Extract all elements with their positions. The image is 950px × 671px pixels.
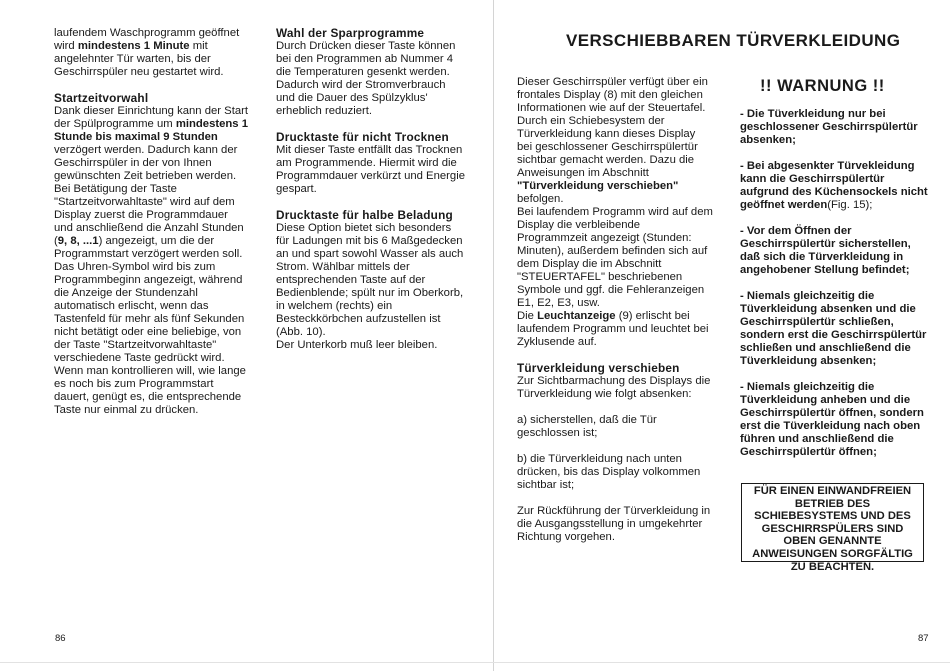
leucht-emphasis: Leuchtanzeige <box>537 310 616 322</box>
startzeit-text: Dank dieser Einrichtung kann der Start der Spülprogramme um <box>54 105 249 130</box>
leucht-text: Die <box>517 310 538 322</box>
right-column-1 <box>517 76 713 557</box>
notice-box: FÜR EINEN EINWANDFREIEN BETRIEB DES SCHIEBESYSTEMS UND DES GESCHIRRSPÜLERS SIND OBEN GENANNTE ANWEISUNGEN SORGFÄLTIG ZU BEACHTEN. <box>741 483 924 562</box>
section-title: VERSCHIEBBAREN TÜRVERKLEIDUNG <box>566 31 901 50</box>
page-number-right: 87 <box>918 633 929 644</box>
trocknen-paragraph: Mit dieser Taste entfällt das Trocknen am Programmende. Hiermit wird die Programmdauer verkürzt und Energie gespart. <box>276 144 465 195</box>
leucht-text-end: (9) erlischt bei laufendem Programm und leuchtet bei Zyklusende auf. <box>517 310 709 348</box>
warning-item-5: - Niemals gleichzeitig die Tüverkleidung anheben und die Geschirrspülertür öffnen, sondern erst die Tüverkleidung nach oben führen und anschließend die Geschirrspülertür öffnen; <box>740 381 924 458</box>
display-paragraph-3 <box>517 310 713 349</box>
step-b: b) die Türverkleidung nach unten drücken, bis das Display volkommen sichtbar ist; <box>517 453 701 491</box>
warning-item-2 <box>740 160 930 212</box>
spar-heading: Wahl der Sparprogramme <box>276 26 425 40</box>
spar-paragraph: Durch Drücken dieser Taste können bei den Programmen ab Nummer 4 die Temperaturen gesenkt werden. Dadurch wird der Stromverbrauch und die Dauer des Spülzyklus' erheblich reduziert. <box>276 40 456 117</box>
display-intro-text: Dieser Geschirrspüler verfügt über ein frontales Display (8) mit den gleichen Informationen wie auf der Steuertafel. Durch ein Schiebesystem der Türverkleidung kann dieses Display bei geschlossener Geschirrspülertür sichtbar gemacht werden. Dazu die Anweisungen im Abschnitt <box>517 76 708 179</box>
page-number-left: 86 <box>55 633 66 644</box>
bottom-rule <box>0 662 950 663</box>
intro-text: laufendem Waschprogramm geöffnet wird <box>54 27 240 52</box>
startzeit-heading: Startzeitvorwahl <box>54 91 149 105</box>
intro-text-end: mit angelehnter Tür warten, bis der Geschirrspüler neu gestartet wird. <box>54 40 224 78</box>
warning-item-4: - Niemals gleichzeitig die Tüverkleidung absenken und die Geschirrspülertür schließen, sondern erst die Geschirrspülertür schließen und anschließend die Tüverkleidung absenken; <box>740 290 927 367</box>
display-intro-emphasis: "Türverkleidung verschieben" <box>517 180 679 192</box>
display-paragraph-2: Bei laufendem Programm wird auf dem Display die verbleibende Programmzeit angezeigt (Stunden: Minuten), außerdem befinden sich auf dem Display die im Abschnitt "STEUERTAFEL" beschriebenen Symbole und ggf. die Fehleranzeigen E1, E2, E3, usw. <box>517 206 713 309</box>
schieben-heading: Türverkleidung verschieben <box>517 361 680 375</box>
startzeit-hours: 9, 8, ...1 <box>57 235 99 247</box>
halbe-paragraph-2: Der Unterkorb muß leer bleiben. <box>276 339 438 351</box>
display-intro-end: befolgen. <box>517 193 564 205</box>
startzeit-text-end: ) angezeigt, um die der Programmstart verzögert werden soll. Das Uhren-Symbol wird bis zum Programmbeginn angezeigt, während die Anzeige der Stundenzahl automatisch erlischt, wenn das Tastenfeld für mehr als fünf Sekunden nicht betätigt oder eine beliebige, von der Taste "Startzeitvorwahltaste" verschiedene Taste gedrückt wird. Wenn man kontrollieren will, wie lange es noch bis zum Programmstart dauert, genügt es, die entsprechende Taste nur einmal zu drücken. <box>54 235 246 416</box>
display-intro-paragraph <box>517 76 713 206</box>
trocknen-heading: Drucktaste für nicht Trocknen <box>276 130 449 144</box>
step-a: a) sicherstellen, daß die Tür geschlossen ist; <box>517 414 657 439</box>
return-paragraph: Zur Rückführung der Türverkleidung in die Ausgangsstellung in umgekehrter Richtung vorgehen. <box>517 505 711 543</box>
startzeit-text-mid: verzögert werden. Dadurch kann der Geschirrspüler in der von Ihnen gewünschten Zeit betrieben werden. Bei Betätigung der Taste "Startzeitvorwahltaste" wird auf dem Display zuerst die Programmdauer und anschließend die Anzahl Stunden ( <box>54 144 244 247</box>
halbe-heading: Drucktaste für halbe Beladung <box>276 208 453 222</box>
warning-title: !! WARNUNG !! <box>760 77 885 95</box>
startzeit-emphasis: mindestens 1 Stunde bis maximal 9 Stunden <box>54 118 249 143</box>
warning-item-3: - Vor dem Öffnen der Geschirrspülertür sicherstellen, daß sich die Türverkleidung in angehobener Stellung befindet; <box>740 225 911 276</box>
halbe-paragraph: Diese Option bietet sich besonders für Ladungen mit bis 6 Maßgedecken an und spart sowohl Wasser als auch Strom. Wählbar mittels der entsprechenden Taste auf der Bedienblende; spült nur im Oberkorb, in welchem (rechts) ein Besteckkörbchen aufzustellen ist (Abb. 10). <box>276 222 464 338</box>
warning-item-1: - Die Tüverkleidung nur bei geschlossener Geschirrspülertür absenken; <box>740 108 918 146</box>
warning-item-2-text: - Bei abgesenkter Türvekleidung kann die Geschirrspülertür aufgrund des Küchensockels nicht geöffnet werden <box>740 160 928 211</box>
schieben-paragraph: Zur Sichtbarmachung des Displays die Türverkleidung wie folgt absenken: <box>517 375 711 400</box>
warning-list <box>740 108 930 472</box>
intro-emphasis: mindestens 1 Minute <box>77 40 190 52</box>
warning-item-2-ref: (Fig. 15); <box>827 199 873 211</box>
